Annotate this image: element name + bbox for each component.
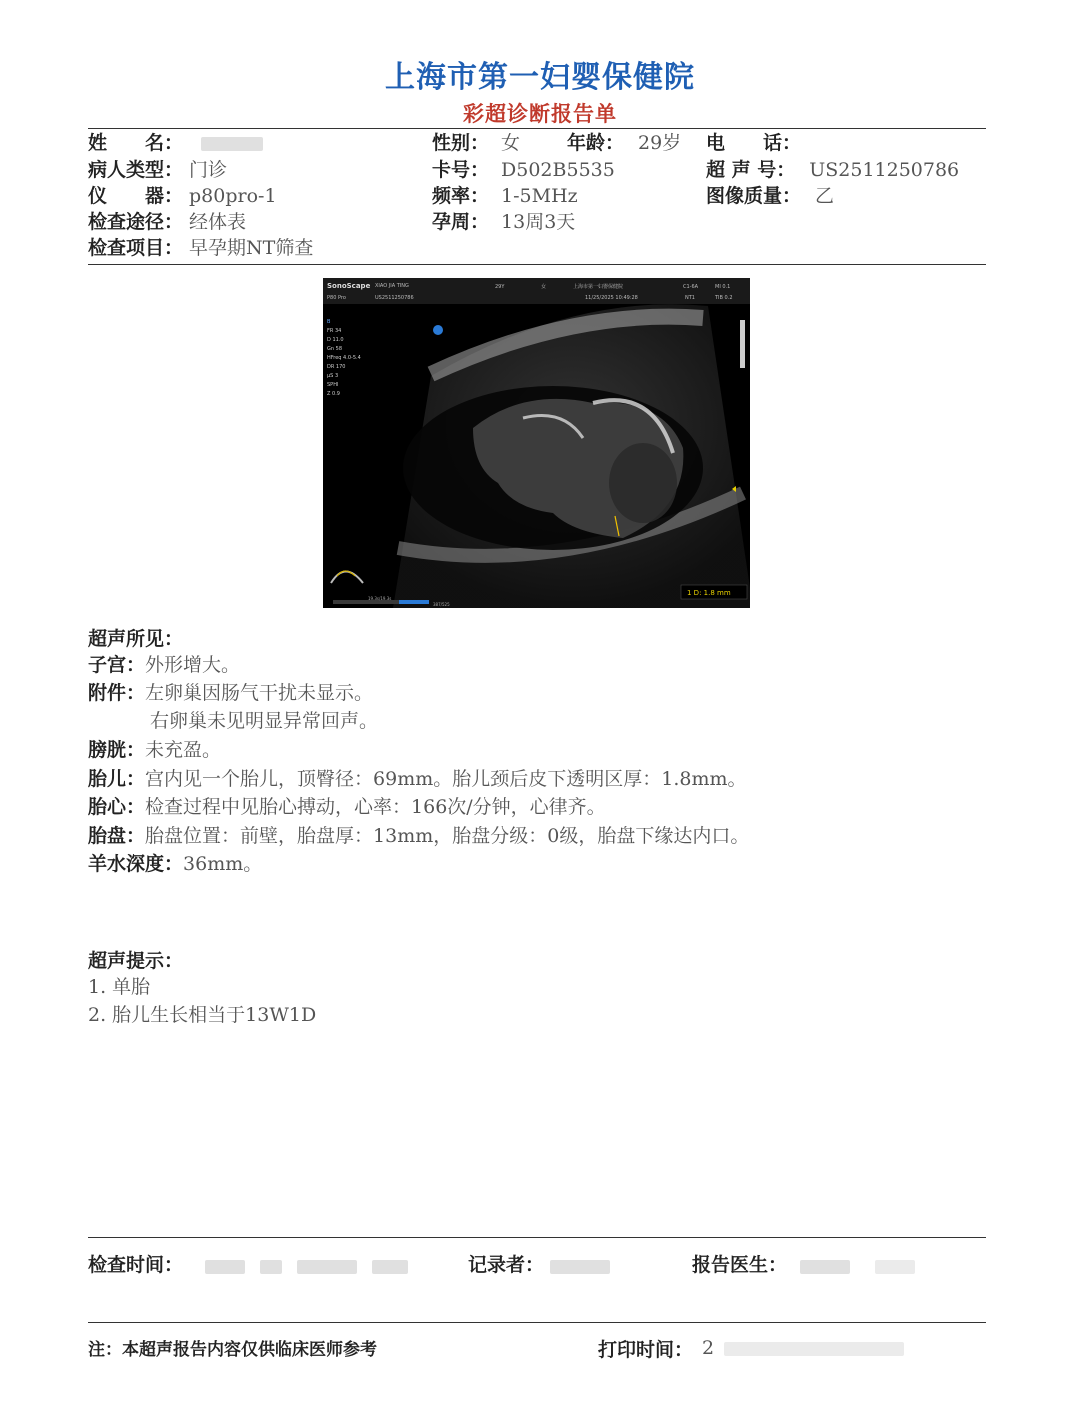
- us-brand: SonoScape: [327, 282, 371, 290]
- redacted-name: [201, 137, 263, 151]
- us-param: μS 3: [327, 373, 339, 379]
- gestational-age-value: 13周3天: [501, 211, 576, 233]
- route-value: 经体表: [189, 211, 247, 233]
- us-model: P80 Pro: [327, 295, 346, 301]
- gestational-age-label: 孕周：: [432, 211, 490, 233]
- phone-field: [706, 130, 801, 156]
- image-quality-label: 图像质量：: [706, 185, 802, 207]
- finding-bladder: [88, 737, 221, 763]
- us-hospital: 上海市第一妇婴保健院: [573, 284, 624, 290]
- us-patient-name: XIAO JIA TING: [375, 283, 409, 289]
- us-datetime: 11/25/2025 10:49:28: [585, 295, 638, 301]
- phone-label: 电 话：: [706, 132, 802, 154]
- finding-adnexa-right: 右卵巢未见明显异常回声。: [150, 710, 379, 732]
- card-value: D502B5535: [501, 159, 615, 181]
- exam-item-field: [88, 235, 313, 261]
- patient-type-value: 门诊: [189, 159, 228, 181]
- gestational-age-field: [432, 209, 575, 235]
- impression-title: 超声提示：: [88, 950, 184, 972]
- route-label: 检查途径：: [88, 211, 184, 233]
- us-tib: TIB 0.2: [715, 295, 733, 301]
- image-quality-value: 乙: [815, 185, 835, 207]
- us-param: HFreq 4.0-5.4: [327, 355, 361, 361]
- us-param: SPHI: [327, 382, 339, 388]
- us-number: US2511250786: [375, 295, 414, 301]
- exam-item-value: 早孕期NT筛查: [189, 237, 314, 259]
- us-sex: 女: [541, 284, 547, 290]
- finding-value: 宫内见一个胎儿，顶臀径：69mm。胎儿颈后皮下透明区厚：1.8mm。: [145, 768, 747, 790]
- device-label: 仪 器：: [88, 185, 184, 207]
- finding-fetal-heart: [88, 794, 606, 820]
- sex-value: 女: [501, 132, 521, 154]
- us-number-field: [706, 157, 959, 183]
- ultrasound-image: [323, 278, 750, 608]
- finding-uterus: [88, 652, 240, 678]
- us-number-value: US2511250786: [809, 159, 960, 181]
- us-probe: C1-6A: [683, 284, 699, 290]
- recorder-label: 记录者：: [468, 1254, 545, 1276]
- finding-key: 膀胱：: [88, 739, 146, 761]
- print-time-field: [702, 1335, 904, 1361]
- us-frame-time: 19.3s/19.3s: [368, 596, 392, 601]
- findings-title: 超声所见：: [88, 628, 184, 650]
- finding-key: 胎心：: [88, 796, 146, 818]
- redacted-print-time: [724, 1342, 904, 1356]
- us-measurement: 1 D: 1.8 mm: [687, 589, 731, 597]
- us-number-label: 超 声 号：: [706, 159, 796, 181]
- card-field: [432, 157, 615, 183]
- header-divider: [88, 128, 986, 129]
- finding-value: 外形增大。: [145, 654, 241, 676]
- finding-value: 36mm。: [183, 853, 263, 875]
- device-field: [88, 183, 277, 209]
- print-time-label: 打印时间：: [598, 1339, 694, 1361]
- us-param: FR 34: [327, 328, 342, 334]
- finding-key: 羊水深度：: [88, 853, 184, 875]
- patient-type-field: [88, 157, 227, 183]
- age-value: 29岁: [638, 132, 682, 154]
- route-field: [88, 209, 246, 235]
- finding-value: 胎盘位置：前壁，胎盘厚：13mm，胎盘分级：0级，胎盘下缘达内口。: [145, 825, 750, 847]
- hospital-title: 上海市第一妇婴保健院: [385, 60, 695, 95]
- finding-adnexa: [88, 680, 373, 706]
- footer-divider-top: [88, 1237, 986, 1238]
- redacted-doctor: [800, 1256, 915, 1275]
- card-label: 卡号：: [432, 159, 490, 181]
- image-quality-field: [706, 183, 834, 209]
- impression-item: 1. 单胎: [88, 976, 151, 998]
- finding-key: 附件：: [88, 682, 146, 704]
- finding-key: 胎儿：: [88, 768, 146, 790]
- age-label: 年龄：: [567, 132, 625, 154]
- frequency-label: 频率：: [432, 185, 490, 207]
- disclaimer-note: 注：本超声报告内容仅供临床医师参考: [88, 1340, 377, 1360]
- finding-placenta: [88, 823, 749, 849]
- device-value: p80pro-1: [189, 185, 277, 207]
- us-preset: NT1: [685, 295, 695, 301]
- redacted-recorder: [550, 1256, 610, 1275]
- finding-value: 左卵巢因肠气干扰未显示。: [145, 682, 374, 704]
- finding-value: 未充盈。: [145, 739, 222, 761]
- finding-key: 子宫：: [88, 654, 146, 676]
- us-param: DR 170: [327, 364, 346, 370]
- sex-field: [432, 130, 520, 156]
- patient-type-label: 病人类型：: [88, 159, 184, 181]
- finding-fetus: [88, 766, 746, 792]
- us-param: D 11.0: [327, 337, 344, 343]
- us-frame-count: 387/525: [433, 602, 450, 607]
- finding-amniotic-fluid: [88, 851, 262, 877]
- sex-label: 性别：: [432, 132, 490, 154]
- doctor-label: 报告医生：: [692, 1254, 788, 1276]
- print-time-value: 2: [702, 1337, 715, 1359]
- age-field: [567, 130, 681, 156]
- frequency-value: 1-5MHz: [501, 185, 578, 207]
- us-param: B: [327, 319, 331, 325]
- us-param: Gn 58: [327, 346, 342, 352]
- impression-item: 2. 胎儿生长相当于13W1D: [88, 1004, 317, 1026]
- cine-progress: [399, 600, 429, 604]
- exam-item-label: 检查项目：: [88, 237, 184, 259]
- footer-divider-bottom: [88, 1322, 986, 1323]
- us-param: Z 0.9: [327, 391, 340, 397]
- grayscale-bar: [740, 320, 745, 368]
- probe-orientation-icon: [433, 325, 443, 335]
- name-label: 姓 名：: [88, 132, 184, 154]
- report-title: 彩超诊断报告单: [463, 102, 617, 126]
- finding-value: 检查过程中见胎心搏动，心率：166次/分钟，心律齐。: [145, 796, 606, 818]
- finding-key: 胎盘：: [88, 825, 146, 847]
- info-divider: [88, 264, 986, 265]
- name-field: [88, 130, 263, 156]
- exam-time-label: 检查时间：: [88, 1254, 184, 1276]
- us-mi: MI 0.1: [715, 284, 731, 290]
- us-age: 29Y: [495, 284, 505, 290]
- redacted-exam-time: [205, 1256, 408, 1275]
- frequency-field: [432, 183, 578, 209]
